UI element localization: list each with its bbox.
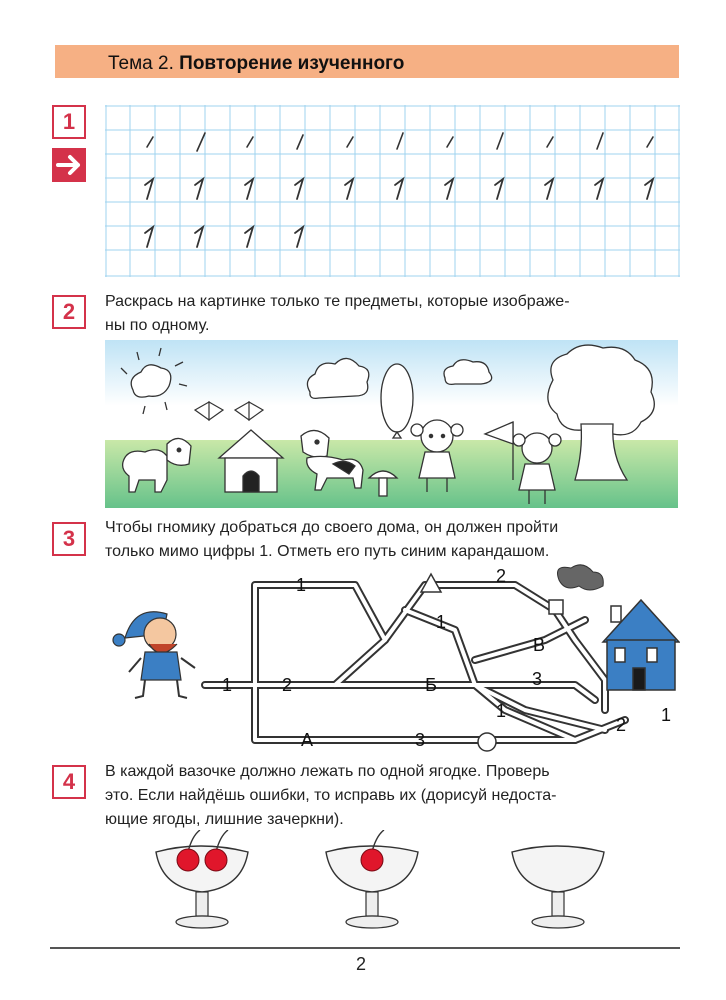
task-2-line-2: ны по одному. xyxy=(105,317,210,334)
bowl-1 xyxy=(156,830,248,928)
task-3-line-2: только мимо цифры 1. Отметь его путь синим карандашом. xyxy=(105,543,550,560)
maze-label-top-left: 1 xyxy=(295,575,307,595)
cherry-icon xyxy=(205,849,227,871)
maze-label-letter-b: Б xyxy=(425,675,437,695)
coloring-picture[interactable] xyxy=(105,340,678,508)
task-4-line-1: В каждой вазочке должно лежать по одной ягодке. Проверь xyxy=(105,763,550,780)
task-number-1: 1 xyxy=(52,105,86,139)
maze-label-house-one: 1 xyxy=(660,705,672,725)
cherry-icon xyxy=(361,849,383,871)
task-4-line-3: ющие ягоды, лишние зачеркни). xyxy=(105,811,344,828)
task-4-line-2: это. Если найдёшь ошибки, то исправь их (дорисуй недоста- xyxy=(105,787,557,804)
circle-icon xyxy=(478,733,496,751)
arrow-right-icon xyxy=(52,148,86,182)
page-number: 2 xyxy=(356,954,367,974)
maze-label-letter-a: А xyxy=(300,730,314,750)
task-number-2: 2 xyxy=(52,295,86,329)
maze-label-three-mid: 3 xyxy=(531,669,543,689)
footer-divider xyxy=(50,947,680,949)
square-icon xyxy=(549,600,563,614)
maze-label-house-two: 2 xyxy=(615,715,627,735)
cherry-icon xyxy=(177,849,199,871)
task-3-line-1: Чтобы гномику добраться до своего дома, он должен пройти xyxy=(105,519,559,536)
maze-label-left-mid: 2 xyxy=(281,675,293,695)
task-number-4: 4 xyxy=(52,765,86,799)
topic-prefix: Тема 2. xyxy=(108,53,174,74)
bowl-2 xyxy=(326,830,418,928)
maze-label-diag: 1 xyxy=(435,612,447,632)
writing-grid[interactable] xyxy=(105,105,680,277)
topic-title: Повторение изученного xyxy=(179,53,405,74)
task-2-line-1: Раскрась на картинке только те предметы, которые изображе- xyxy=(105,293,570,310)
bowl-3 xyxy=(512,846,604,928)
topic-header xyxy=(108,52,404,76)
maze-label-top-right: 2 xyxy=(495,566,507,586)
bowls[interactable] xyxy=(130,830,650,940)
smoke-icon xyxy=(558,565,604,590)
task-number-3: 3 xyxy=(52,522,86,556)
maze-label-letter-v: В xyxy=(532,635,546,655)
maze-label-start: 1 xyxy=(221,675,233,695)
maze-label-three-bottom: 3 xyxy=(414,730,426,750)
maze-label-one-low: 1 xyxy=(495,701,507,721)
house-icon xyxy=(603,600,679,690)
maze[interactable] xyxy=(105,560,680,755)
